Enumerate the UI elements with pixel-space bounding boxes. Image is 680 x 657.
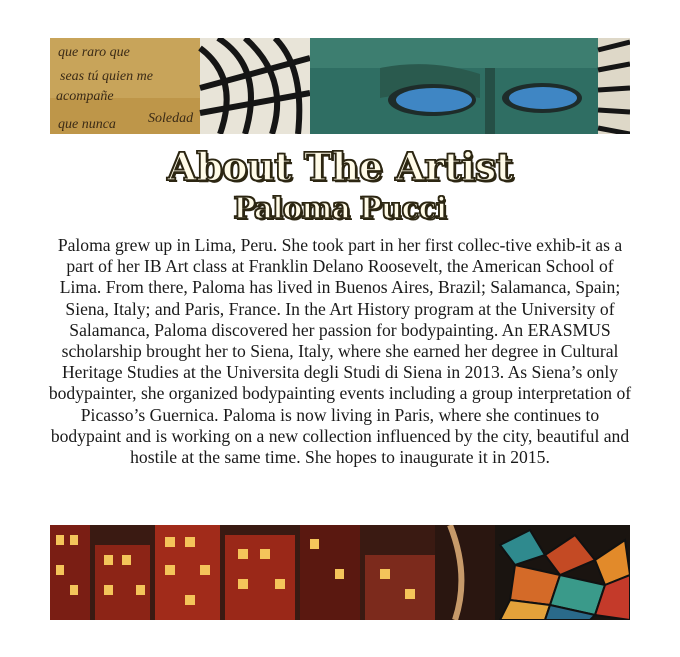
bottom-artwork-banner bbox=[50, 525, 630, 620]
svg-text:acompañe: acompañe bbox=[56, 89, 114, 104]
face-painting-image bbox=[50, 38, 630, 134]
artist-name: Paloma Pucci bbox=[233, 191, 447, 225]
svg-text:que raro que: que raro que bbox=[58, 45, 130, 60]
city-painting-image bbox=[50, 525, 630, 620]
left-eye-shape bbox=[396, 88, 472, 112]
page-title: About The Artist bbox=[167, 144, 513, 189]
artist-biography: Paloma grew up in Lima, Peru. She took part in her first collec-tive exhib-it as a part of her IB Art class at Franklin Delano Roosevelt, the American School of Lima. From there, Paloma has lived in Buenos Aires, Brazil; Salamanca, Spain; Siena, Italy; and Paris, France. In the Art History program at the University of Salamanca, Paloma discovered her passion for bodypainting. An ERASMUS scholarship brought her to Siena, Italy, where she earned her degree in Cultural Heritage Studies at the Universita degli Studi di Siena in 2013. As Siena’s only bodypainter, she organized bodypainting events including a group interpretation of Picasso’s Guernica. Paloma is now living in Paris, where she continues to bodypaint and is working on a new collection influenced by the city, beautiful and hostile at the same time. She hopes to inaugurate it in 2015. bbox=[48, 235, 632, 468]
svg-text:que nunca: que nunca bbox=[58, 117, 116, 132]
svg-text:seas tú quien me: seas tú quien me bbox=[60, 69, 153, 84]
svg-text:Soledad: Soledad bbox=[148, 111, 194, 126]
top-artwork-banner bbox=[50, 38, 630, 134]
right-eye-shape bbox=[509, 87, 577, 109]
